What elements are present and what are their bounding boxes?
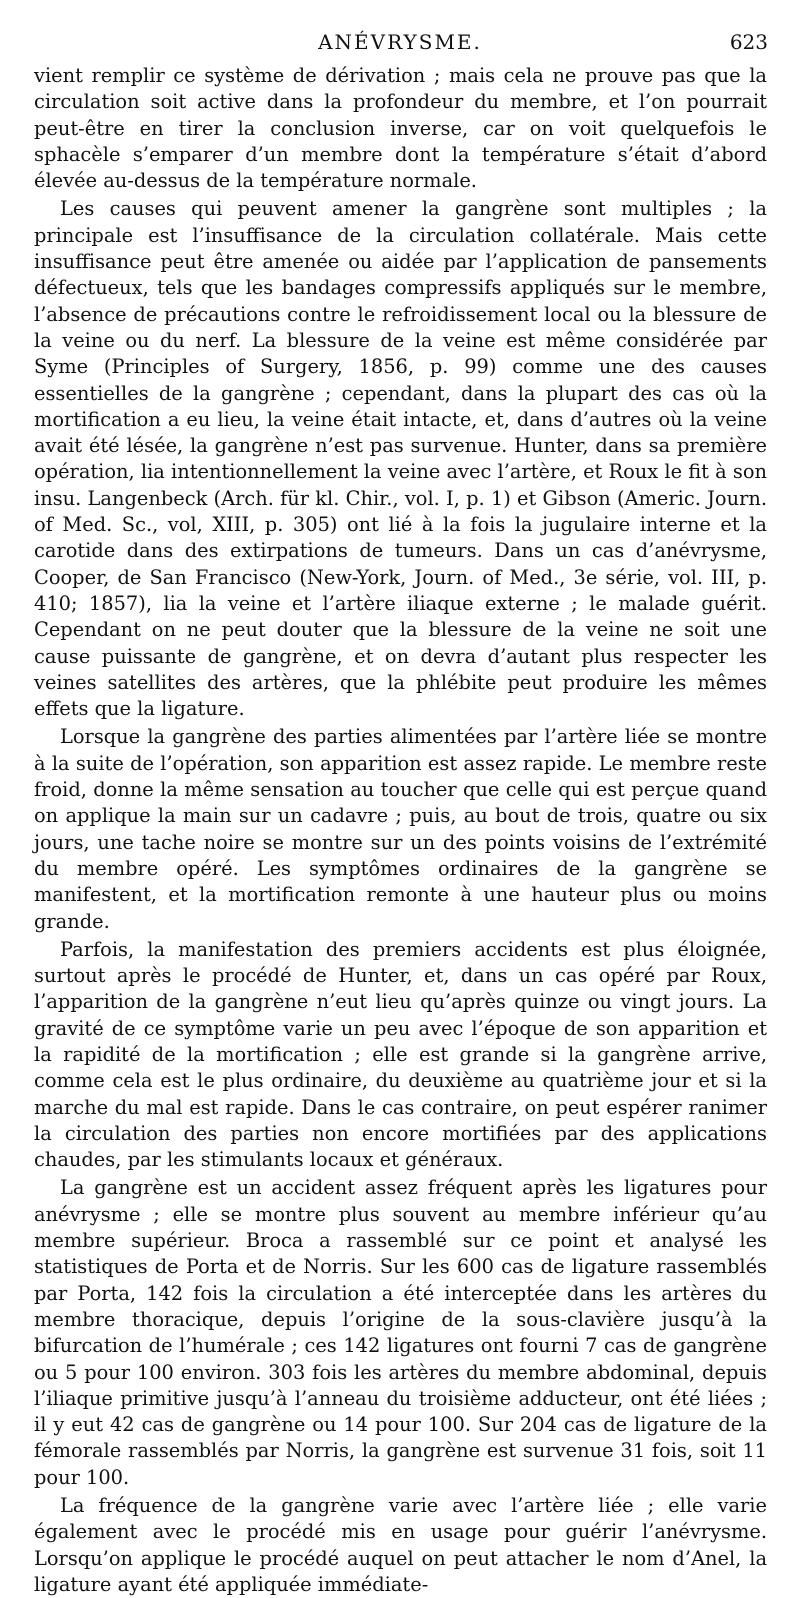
paragraph-4: Parfois, la manifestation des premiers accidents est plus éloignée, surtout après le procédé de Hunter, et, dans un cas opéré par Roux, l’apparition de la gangrène n’eut lieu qu’après quinze ou vingt jours. La gravité de ce symptôme varie un peu avec l’époque de son apparition et la rapidité de la mortification ; elle est grande si la gangrène arrive, comme cela est le plus ordinaire, du deuxième au quatrième jour et si la marche du mal est rapide. Dans le cas contraire, on peut espérer ranimer la circulation des parties non encore mortifiées par des applications chaudes, par les stimulants locaux et généraux. — [34, 937, 767, 1172]
running-title: ANÉVRYSME. — [318, 30, 482, 54]
paragraph-1: vient remplir ce système de dérivation ; mais cela ne prouve pas que la circulation soit active dans la profondeur du membre, et l’on pourrait peut-être en tirer la conclusion inverse, car on voit quelquefois le sphacèle s’emparer d’un membre dont la température s’était d’abord élevée au-dessus de la température normale. — [34, 64, 767, 193]
page-number: 623 — [729, 30, 768, 54]
paragraph-5: La gangrène est un accident assez fréquent après les ligatures pour anévrysme ; elle se montre plus souvent au membre inférieur qu’au membre supérieur. Broca a rassemblé sur ce point et analysé les statistiques de Porta et de Norris. Sur les 600 cas de ligature rassemblés par Porta, 142 fois la circulation a été interceptée dans les artères du membre thoracique, depuis l’origine de la sous-clavière jusqu’à la bifurcation de l’humérale ; ces 142 ligatures ont fourni 7 cas de gangrène ou 5 pour 100 environ. 303 fois les artères du membre abdominal, depuis l’iliaque primitive jusqu’à l’anneau du troisième adducteur, ont été liées ; il y eut 42 cas de gangrène ou 14 pour 100. Sur 204 cas de ligature de la fémorale rassemblés par Norris, la gangrène est survenue 31 fois, soit 11 pour 100. — [34, 1176, 767, 1489]
body-text — [34, 63, 767, 1598]
paragraph-3: Lorsque la gangrène des parties alimentées par l’artère liée se montre à la suite de l’opération, son apparition est assez rapide. Le membre reste froid, donne la même sensation au toucher que celle qui est perçue quand on applique la main sur un cadavre ; puis, au bout de trois, quatre ou six jours, une tache noire se montre sur un des points voisins de l’extrémité du membre opéré. Les symptômes ordinaires de la gangrène se manifestent, et la mortification remonte à une hauteur plus ou moins grande. — [34, 725, 767, 933]
paragraph-6: La fréquence de la gangrène varie avec l’artère liée ; elle varie également avec le procédé mis en usage pour guérir l’anévrysme. Lorsqu’on applique le procédé auquel on peut attacher le nom d’Anel, la ligature ayant été appliquée immédiate- — [34, 1494, 767, 1596]
paragraph-2: Les causes qui peuvent amener la gangrène sont multiples ; la principale est l’insuffisance de la circulation collatérale. Mais cette insuffisance peut être amenée ou aidée par l’application de pansements défectueux, tels que les bandages compressifs appliqués sur le membre, l’absence de précautions contre le refroidissement local ou la blessure de la veine ou du nerf. La blessure de la veine est même considérée par Syme (Principles of Surgery, 1856, p. 99) comme une des causes essentielles de la gangrène ; cependant, dans la plupart des cas où la mortification a eu lieu, la veine était intacte, et, dans d’autres où la veine avait été lésée, la gangrène n’est pas survenue. Hunter, dans sa première opération, lia intentionnellement la veine avec l’artère, et Roux le fit à son insu. Langenbeck (Arch. für kl. Chir., vol. I, p. 1) et Gibson (Americ. Journ. of Med. Sc., vol, XIII, p. 305) ont lié à la fois la jugulaire interne et la carotide dans des extirpations de tumeurs. Dans un cas d’anévrysme, Cooper, de San Francisco (New-York, Journ. of Med., 3e série, vol. III, p. 410; 1857), lia la veine et l’artère iliaque externe ; le malade guérit. Cependant on ne peut douter que la blessure de la veine ne soit une cause puissante de gangrène, et on devra d’autant plus respecter les veines satellites des artères, que la phlébite peut produire les mêmes effets que la ligature. — [34, 197, 767, 721]
running-header — [0, 22, 800, 54]
